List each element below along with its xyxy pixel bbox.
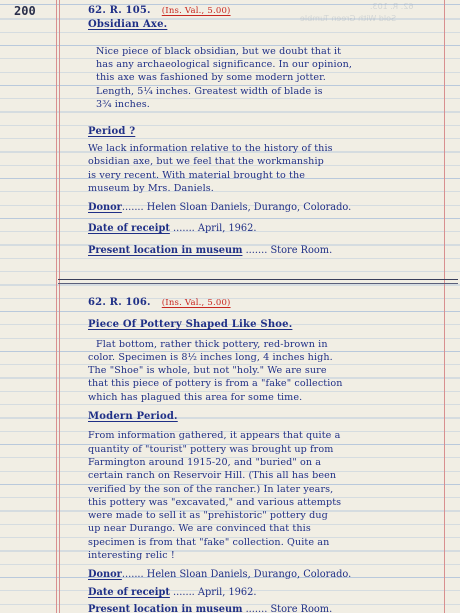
date-label: Date of receipt xyxy=(88,223,170,235)
donor-value: ....... Helen Sloan Daniels, Durango, Colorado. xyxy=(121,569,352,581)
period-text xyxy=(88,142,448,195)
period-line: certain ranch on Reservoir Hill. (This all has been xyxy=(88,470,337,482)
catalog-number: 62. R. 105. xyxy=(88,5,151,16)
period-line: is very recent. With material brought to the xyxy=(88,169,306,181)
location-value: ....... Store Room. xyxy=(245,603,333,613)
donor-value: ....... Helen Sloan Daniels, Durango, Colorado. xyxy=(121,202,352,214)
description-line: Flat bottom, rather thick pottery, red-brown in xyxy=(96,338,328,350)
margin-line xyxy=(59,0,60,613)
description xyxy=(88,338,448,404)
period-line: We lack information relative to the history of this xyxy=(88,142,333,154)
description-line: that this piece of pottery is from a "fake" collection xyxy=(88,378,343,390)
description-line: The "Shoe" is whole, but not "holy." We are sure xyxy=(88,365,327,377)
description-line: Length, 5¼ inches. Greatest width of blade is xyxy=(96,85,323,97)
period-text xyxy=(88,429,448,562)
description-line: this axe was fashioned by some modern jotter. xyxy=(96,72,326,84)
entry-title: Obsidian Axe. xyxy=(88,19,168,31)
period-line: From information gathered, it appears that quite a xyxy=(88,430,341,442)
catalog-number-line xyxy=(88,4,448,18)
catalog-number: 62. R. 106. xyxy=(88,297,151,308)
section-divider xyxy=(58,279,458,280)
period-line: museum by Mrs. Daniels. xyxy=(88,182,214,194)
description-line: Nice piece of black obsidian, but we doubt that it xyxy=(96,45,342,57)
date-field xyxy=(88,222,448,235)
catalog-number-line xyxy=(88,296,448,310)
date-value: ....... April, 1962. xyxy=(173,223,257,235)
location-field xyxy=(88,603,448,613)
location-field xyxy=(88,244,448,257)
period-line: interesting relic ! xyxy=(88,550,175,562)
section-divider xyxy=(58,283,458,284)
insured-value-note: (Ins. Val., 5.00) xyxy=(161,298,231,308)
description-line: has any archaeological significance. In our opinion, xyxy=(96,59,353,71)
period-line: specimen is from that "fake" collection. Quite an xyxy=(88,536,330,548)
period-line: up near Durango. We are convinced that this xyxy=(88,523,311,535)
insured-value-note: (Ins. Val., 5.00) xyxy=(161,6,231,16)
description-line: 3¾ inches. xyxy=(96,99,150,111)
description xyxy=(88,45,448,111)
period-line: quantity of "tourist" pottery was brought up from xyxy=(88,443,334,455)
location-label: Present location in museum xyxy=(88,244,243,256)
catalog-entry-2 xyxy=(88,296,448,613)
date-field xyxy=(88,586,448,599)
bleed-through-text: Sold With Green Tumble xyxy=(300,14,397,23)
entry-title: Piece Of Pottery Shaped Like Shoe. xyxy=(88,319,293,331)
description-line: color. Specimen is 8½ inches long, 4 inches high. xyxy=(88,351,333,363)
description-line: which has plagued this area for some time. xyxy=(88,391,303,403)
margin-line xyxy=(56,0,57,613)
location-value: ....... Store Room. xyxy=(245,244,333,256)
period-line: this pottery was "excavated," and various attempts xyxy=(88,496,342,508)
bleed-through-text: 62. R. 103. xyxy=(370,2,414,11)
donor-field xyxy=(88,201,448,214)
period-heading: Modern Period. xyxy=(88,411,178,423)
period-line: Farmington around 1915-20, and "buried" on a xyxy=(88,456,322,468)
page-number: 200 xyxy=(14,4,36,18)
donor-label: Donor xyxy=(88,202,122,214)
period-line: were made to sell it as "prehistoric" pottery dug xyxy=(88,510,328,522)
period-heading: Period ? xyxy=(88,125,136,137)
period-line: verified by the son of the rancher.) In later years, xyxy=(88,483,334,495)
date-value: ....... April, 1962. xyxy=(173,586,257,598)
period-line: obsidian axe, but we feel that the workmanship xyxy=(88,156,324,168)
catalog-entry-1 xyxy=(88,4,448,257)
location-label: Present location in museum xyxy=(88,603,243,613)
donor-label: Donor xyxy=(88,569,122,581)
date-label: Date of receipt xyxy=(88,586,170,598)
donor-field xyxy=(88,568,448,581)
